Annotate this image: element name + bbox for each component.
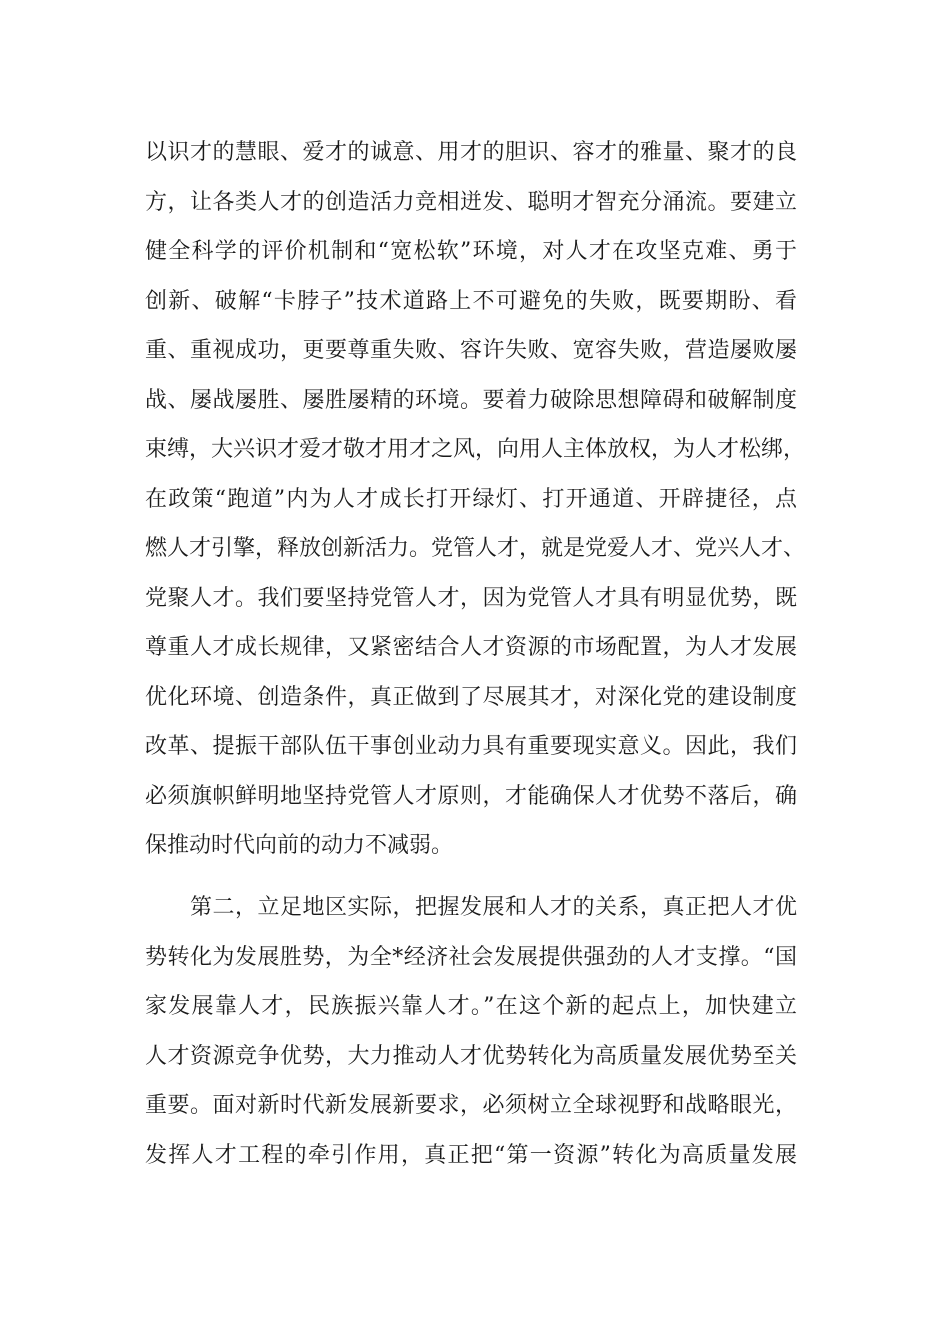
text-line: 战、屡战屡胜、屡胜屡精的环境。要着力破除思想障碍和破解制度 <box>145 387 797 413</box>
text-line: 重要。面对新时代新发展新要求，必须树立全球视野和战略眼光， <box>145 1093 797 1118</box>
text-line: 方，让各类人才的创造活力竞相迸发、聪明才智充分涌流。要建立 <box>145 189 797 215</box>
text-line: 优化环境、创造条件，真正做到了尽展其才，对深化党的建设制度 <box>145 684 797 710</box>
text-line: 必须旗帜鲜明地坚持党管人才原则，才能确保人才优势不落后，确 <box>145 783 797 809</box>
text-line: 人才资源竞争优势，大力推动人才优势转化为高质量发展优势至关 <box>145 1043 797 1069</box>
text-line: 在政策“跑道”内为人才成长打开绿灯、打开通道、开辟捷径，点 <box>145 486 797 512</box>
text-line: 发挥人才工程的牵引作用，真正把“第一资源”转化为高质量发展 <box>145 1142 797 1168</box>
text-line: 第二，立足地区实际，把握发展和人才的关系，真正把人才优 <box>145 895 797 920</box>
paragraph-1 <box>145 128 806 871</box>
text-line: 燃人才引擎，释放创新活力。党管人才，就是党爱人才、党兴人才、 <box>145 536 806 561</box>
text-line: 党聚人才。我们要坚持党管人才，因为党管人才具有明显优势，既 <box>145 585 797 611</box>
text-line: 重、重视成功，更要尊重失败、容许失败、宽容失败，营造屡败屡 <box>145 338 797 363</box>
text-line: 以识才的慧眼、爱才的诚意、用才的胆识、容才的雅量、聚才的良 <box>145 140 797 165</box>
text-line: 尊重人才成长规律，又紧密结合人才资源的市场配置，为人才发展 <box>145 635 797 660</box>
text-line: 束缚，大兴识才爱才敬才用才之风，向用人主体放权，为人才松绑， <box>145 437 806 462</box>
paragraph-2 <box>145 883 797 1180</box>
text-line: 健全科学的评价机制和“宽松软”环境，对人才在攻坚克难、勇于 <box>145 239 797 264</box>
text-line: 势转化为发展胜势，为全*经济社会发展提供强劲的人才支撑。“国 <box>145 944 797 970</box>
text-line: 保推动时代向前的动力不减弱。 <box>145 833 454 858</box>
text-line: 创新、破解“卡脖子”技术道路上不可避免的失败，既要期盼、看 <box>145 288 797 314</box>
text-line: 改革、提振干部队伍干事创业动力具有重要现实意义。因此，我们 <box>145 734 797 759</box>
text-line: 家发展靠人才，民族振兴靠人才。”在这个新的起点上，加快建立 <box>145 994 797 1019</box>
